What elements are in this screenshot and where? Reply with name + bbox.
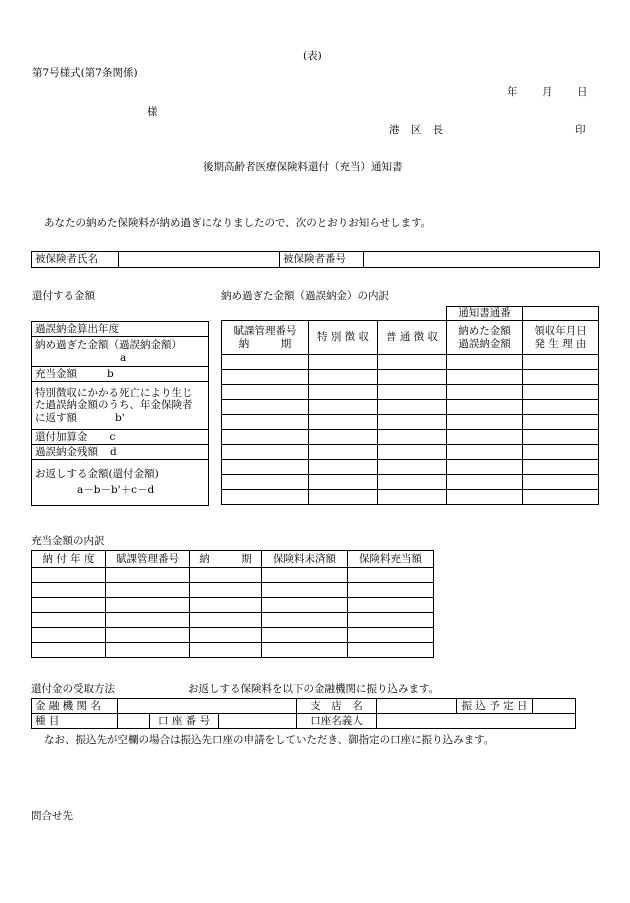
- contact-label: 問合せ先: [31, 810, 73, 822]
- table-row: [222, 415, 599, 430]
- table-row: [222, 460, 599, 475]
- table-row: [32, 643, 434, 658]
- receipt-method-heading: 還付金の受取方法: [31, 683, 115, 695]
- insured-number-value: [364, 252, 600, 268]
- table-row: [32, 628, 434, 643]
- appropriation-table: [31, 550, 434, 658]
- seal-mark: 印: [575, 124, 586, 136]
- table-row: [222, 355, 599, 370]
- account-holder-value: [377, 714, 576, 729]
- notice-number-header: 通知書通番: [447, 307, 523, 321]
- table-row: [32, 568, 434, 583]
- breakdown-heading: 納め過ぎた金額（過誤納金）の内訳: [221, 290, 389, 302]
- unpaid-premium-header: 保険料未済額: [262, 551, 348, 568]
- insured-name-value: [119, 252, 280, 268]
- addressee-suffix: 様: [147, 106, 158, 118]
- ordinary-collection-header: 普 通 徴 収: [378, 321, 447, 355]
- date-day: 日: [577, 86, 588, 98]
- bank-name-label: 金 融 機 関 名: [32, 699, 118, 714]
- transfer-date-value: [533, 699, 576, 714]
- return-amount-label: お返しする金額(還付金額): [35, 468, 159, 481]
- table-row: [222, 385, 599, 400]
- insured-name-label: 被保険者氏名: [32, 252, 119, 268]
- form-number: 第7号様式(第7条関係): [32, 67, 138, 79]
- appropriation-breakdown-heading: 充当金額の内訳: [31, 535, 105, 547]
- fiscal-year-label: 過誤納金算出年度: [32, 322, 209, 337]
- transfer-date-label: 振 込 予 定 日: [457, 699, 533, 714]
- table-row: [32, 613, 434, 628]
- due-period-header: 納 期: [190, 551, 262, 568]
- side-label: (表): [303, 50, 322, 62]
- receipt-date-header: 領収年月日: [534, 324, 587, 337]
- issuer: 港 区 長: [389, 124, 448, 136]
- appropriation-mark: b: [107, 367, 114, 380]
- refund-table: [31, 321, 209, 506]
- additional-label: 還付加算金: [35, 430, 88, 443]
- insured-number-label: 被保険者番号: [280, 252, 364, 268]
- table-row: [222, 445, 599, 460]
- assessment-number-header: 賦課管理番号: [233, 324, 297, 337]
- date-year: 年: [507, 86, 518, 98]
- return-formula: a－b－b'＋c－d: [77, 484, 155, 496]
- account-type-label: 種 目: [32, 714, 118, 729]
- assessment-number-header: 賦課管理番号: [106, 551, 190, 568]
- bank-name-value: [118, 699, 297, 714]
- paid-amount-header: 納めた金額: [458, 324, 511, 337]
- appropriated-premium-header: 保険料充当額: [348, 551, 434, 568]
- account-number-label: 口 座 番 号: [150, 714, 219, 729]
- date-month: 月: [542, 86, 553, 98]
- overpaid-mark: a: [120, 351, 127, 364]
- balance-label: 過誤納金残額: [35, 445, 98, 458]
- balance-mark: d: [110, 445, 117, 458]
- intro-text: あなたの納めた保険料が納め過ぎになりましたので、次のとおりお知らせします。: [44, 217, 432, 229]
- document-title: 後期高齢者医療保険料還付（充当）通知書: [203, 161, 403, 173]
- special-collection-header: 特 別 徴 収: [309, 321, 378, 355]
- payment-year-header: 納 付 年 度: [32, 551, 106, 568]
- account-type-value: [118, 714, 150, 729]
- table-row: [222, 490, 599, 505]
- table-row: [222, 370, 599, 385]
- table-row: [222, 475, 599, 490]
- pension-label-line3: に返す額: [35, 411, 77, 424]
- insured-table: [31, 251, 600, 268]
- account-holder-label: 口座名義人: [297, 714, 377, 729]
- overpaid-label: 納め過ぎた金額（過誤納金額）: [35, 338, 182, 351]
- table-row: [32, 598, 434, 613]
- branch-name-label: 支 店 名: [297, 699, 377, 714]
- appropriation-label: 充当金額: [35, 367, 77, 380]
- refund-heading: 還付する金額: [32, 290, 95, 302]
- breakdown-table: [221, 306, 599, 505]
- reason-header: 発 生 理 由: [534, 337, 587, 350]
- table-row: [222, 400, 599, 415]
- pension-mark: b': [115, 411, 125, 424]
- additional-mark: c: [109, 430, 116, 443]
- account-number-value: [219, 714, 297, 729]
- branch-name-value: [377, 699, 457, 714]
- overpaid-amount-header: 過誤納金額: [458, 337, 511, 350]
- due-period-header: 納 期: [238, 337, 292, 350]
- table-row: [32, 583, 434, 598]
- pension-label-line2: た過誤納金額のうち、年金保険者: [35, 399, 193, 412]
- receipt-method-text: お返しする保険料を以下の金融機関に振り込みます。: [188, 683, 440, 695]
- pension-label-line1: 特別徴収にかかる死亡により生じ: [35, 386, 193, 399]
- table-row: [222, 430, 599, 445]
- transfer-note: なお、振込先が空欄の場合は振込先口座の申請をしていただき、御指定の口座に振り込みます。: [44, 734, 495, 746]
- bank-table: [31, 698, 576, 729]
